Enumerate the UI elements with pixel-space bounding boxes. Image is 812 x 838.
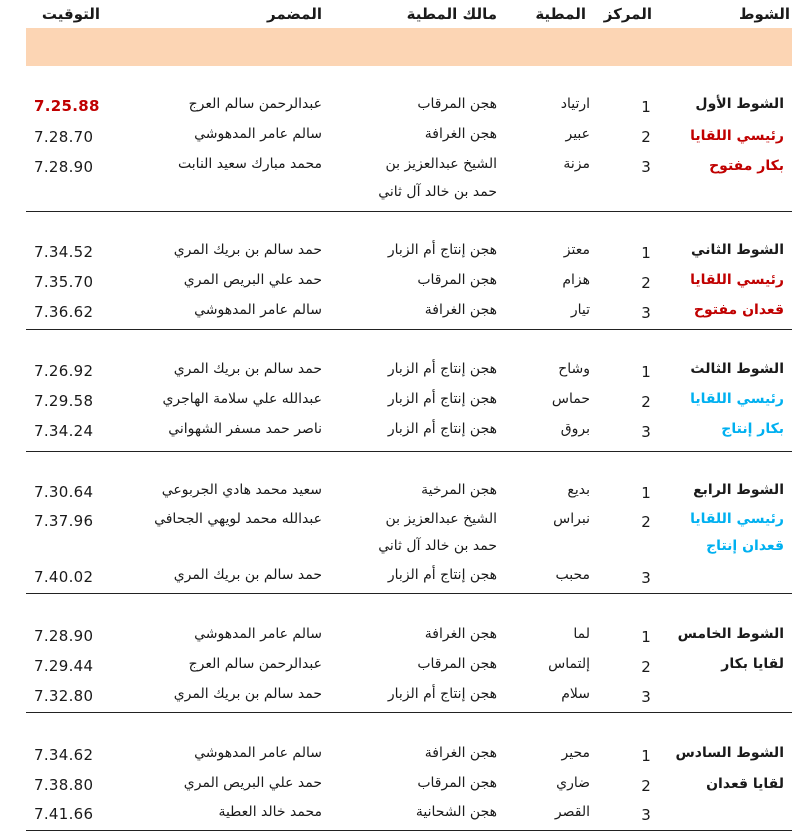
time-cell: 7.32.80 [34,687,94,705]
owner-cell: هجن إنتاج أم الزبار [387,361,497,377]
time-cell: 7.26.92 [34,362,94,380]
time-cell: 7.34.24 [34,422,94,440]
trainer-cell: حمد سالم بن بريك المري [173,361,322,377]
owner-cell: هجن إنتاج أم الزبار [387,391,497,407]
round-subtitle: بكار مفتوح [709,158,784,174]
round-title: الشوط السادس [675,745,784,761]
owner-cell: هجن إنتاج أم الزبار [387,421,497,437]
trainer-cell: سالم عامر المدهوشي [194,626,322,642]
time-cell: 7.29.58 [34,392,94,410]
table-header [26,28,792,66]
trainer-cell: محمد خالد العطية [218,804,322,820]
time-cell: 7.40.02 [34,568,94,586]
round-subtitle: رئيسي اللقايا [690,511,784,527]
camel-cell: نبراس [553,511,590,527]
round-subtitle: لقايا قعدان [706,776,784,792]
trainer-cell: سالم عامر المدهوشي [194,302,322,318]
camel-cell: ارتياد [560,96,590,112]
owner-cell: هجن الغرافة [424,302,497,318]
owner-cell: الشيخ عبدالعزيز بن [385,511,497,527]
header-owner: مالك المطية [406,5,497,23]
position-cell: 1 [641,747,651,765]
time-cell: 7.28.90 [34,627,94,645]
camel-cell: بروق [560,421,590,437]
trainer-cell: سعيد محمد هادي الجربوعي [161,482,322,498]
position-cell: 1 [641,244,651,262]
round-subtitle: بكار إنتاج [721,421,784,437]
position-cell: 3 [641,569,651,587]
row-divider [26,712,792,713]
owner-cell: هجن المرقاب [417,272,497,288]
camel-cell: محبب [555,567,590,583]
position-cell: 1 [641,98,651,116]
owner-cell: هجن الغرافة [424,126,497,142]
time-cell: 7.30.64 [34,483,94,501]
owner-cell: هجن المرقاب [417,656,497,672]
round-title: الشوط الثالث [690,361,784,377]
camel-cell: لما [573,626,590,642]
time-cell: 7.28.90 [34,158,94,176]
trainer-cell: عبدالرحمن سالم العرج [188,656,322,672]
row-divider [26,211,792,212]
camel-cell: معتز [563,242,590,258]
position-cell: 3 [641,806,651,824]
camel-cell: تيار [570,302,590,318]
owner-cell: هجن إنتاج أم الزبار [387,686,497,702]
header-round: الشوط [738,5,790,23]
camel-cell: عبير [565,126,590,142]
time-cell: 7.34.62 [34,746,94,764]
camel-cell: إلتماس [548,656,590,672]
trainer-cell: عبدالله محمد لويهي الجحافي [154,511,322,527]
row-divider [26,593,792,594]
position-cell: 1 [641,363,651,381]
position-cell: 2 [641,128,651,146]
camel-cell: وشاح [558,361,590,377]
header-time: التوقيت [41,5,100,23]
time-cell: 7.38.80 [34,776,94,794]
trainer-cell: حمد سالم بن بريك المري [173,567,322,583]
trainer-cell: حمد علي البريص المري [183,272,322,288]
owner-cell: هجن الغرافة [424,745,497,761]
owner-cell: هجن إنتاج أم الزبار [387,567,497,583]
position-cell: 3 [641,158,651,176]
camel-cell: محير [561,745,590,761]
time-cell: 7.34.52 [34,243,94,261]
owner-cell: هجن المرقاب [417,96,497,112]
row-divider [26,329,792,330]
owner-cell: هجن الغرافة [424,626,497,642]
trainer-cell: عبدالله علي سلامة الهاجري [162,391,322,407]
owner-cell: هجن المرقاب [417,775,497,791]
time-cell: 7.35.70 [34,273,94,291]
time-cell: 7.25.88 [34,97,100,115]
time-cell: 7.41.66 [34,805,94,823]
owner-cell-line2: حمد بن خالد آل ثاني [378,184,497,200]
round-title: الشوط الثاني [691,242,784,258]
time-cell: 7.29.44 [34,657,94,675]
position-cell: 2 [641,393,651,411]
trainer-cell: سالم عامر المدهوشي [194,745,322,761]
trainer-cell: ناصر حمد مسفر الشهواني [168,421,322,437]
row-divider [26,830,792,831]
round-subtitle: رئيسي اللقايا [690,272,784,288]
time-cell: 7.28.70 [34,128,94,146]
header-position: المركز [603,5,652,23]
position-cell: 3 [641,423,651,441]
position-cell: 2 [641,513,651,531]
position-cell: 3 [641,688,651,706]
position-cell: 3 [641,304,651,322]
owner-cell: هجن إنتاج أم الزبار [387,242,497,258]
trainer-cell: حمد سالم بن بريك المري [173,242,322,258]
position-cell: 2 [641,777,651,795]
time-cell: 7.36.62 [34,303,94,321]
camel-cell: سلام [561,686,590,702]
camel-cell: القصر [554,804,590,820]
round-subtitle: لقايا بكار [721,656,784,672]
camel-cell: بديع [567,482,590,498]
camel-cell: مزنة [563,156,590,172]
time-cell: 7.37.96 [34,512,94,530]
trainer-cell: حمد سالم بن بريك المري [173,686,322,702]
row-divider [26,451,792,452]
trainer-cell: حمد علي البريص المري [183,775,322,791]
position-cell: 1 [641,628,651,646]
owner-cell: هجن المرخية [421,482,497,498]
round-subtitle: رئيسي اللقايا [690,128,784,144]
owner-cell: الشيخ عبدالعزيز بن [385,156,497,172]
position-cell: 1 [641,484,651,502]
owner-cell-line2: حمد بن خالد آل ثاني [378,538,497,554]
camel-cell: هزام [562,272,590,288]
trainer-cell: محمد مبارك سعيد النابت [178,156,322,172]
trainer-cell: عبدالرحمن سالم العرج [188,96,322,112]
round-subtitle: رئيسي اللقايا [690,391,784,407]
round-title: الشوط الرابع [693,482,784,498]
trainer-cell: سالم عامر المدهوشي [194,126,322,142]
round-subtitle: قعدان مفتوح [693,302,784,318]
round-subtitle: قعدان إنتاج [706,538,784,554]
owner-cell: هجن الشحانية [415,804,497,820]
header-trainer: المضمر [267,5,322,23]
header-camel: المطية [535,5,586,23]
position-cell: 2 [641,658,651,676]
round-title: الشوط الأول [695,96,784,112]
camel-cell: حماس [551,391,590,407]
camel-cell: ضاري [556,775,590,791]
position-cell: 2 [641,274,651,292]
round-title: الشوط الخامس [677,626,784,642]
